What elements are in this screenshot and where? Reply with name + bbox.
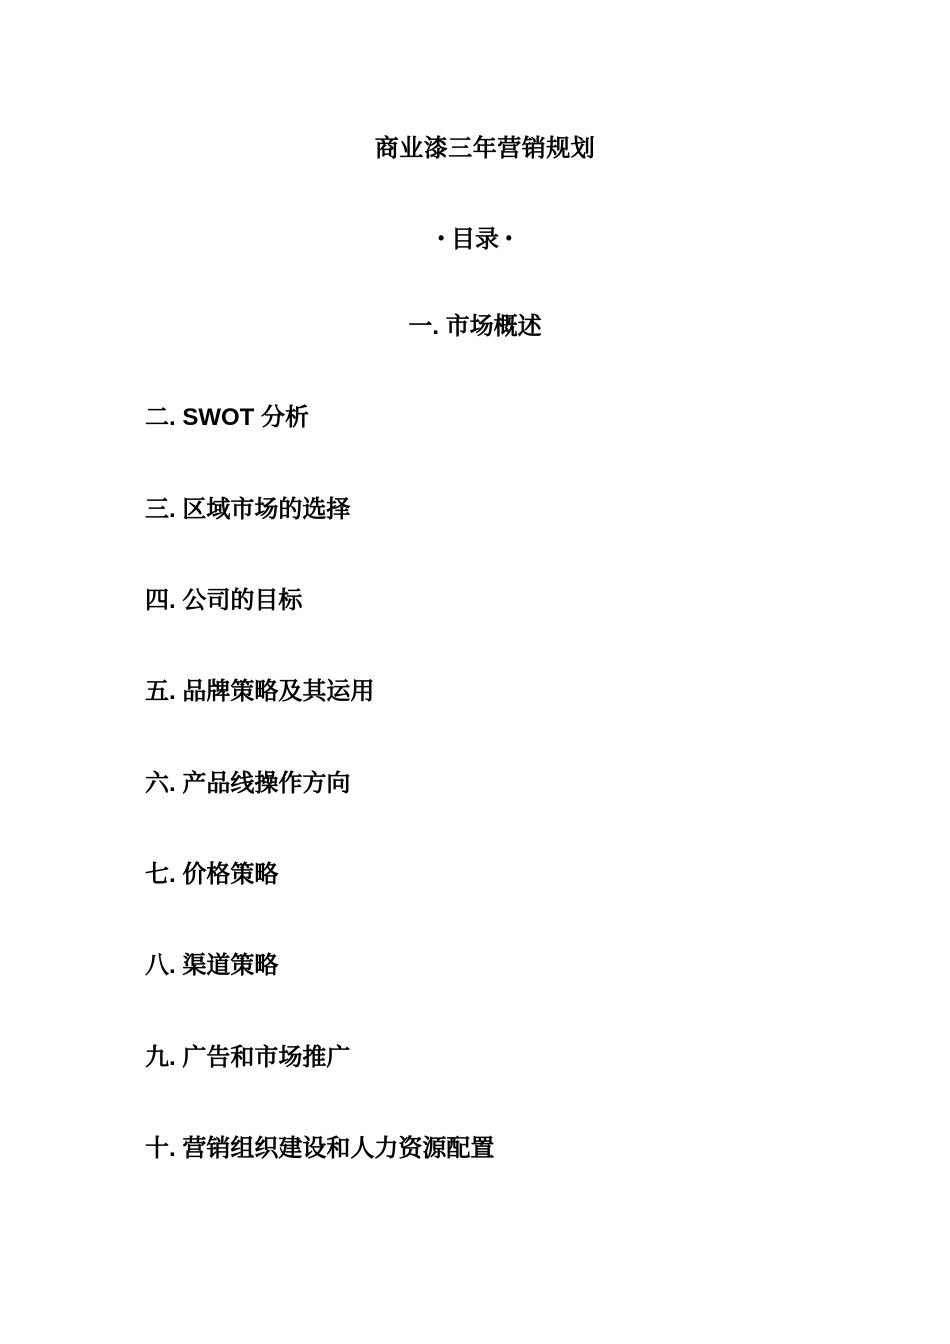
toc-item-number: 九. bbox=[145, 1044, 176, 1071]
toc-item-1 bbox=[0, 311, 950, 343]
toc-item-text: 渠道策略 bbox=[182, 952, 279, 979]
toc-item-text: 品牌策略及其运用 bbox=[182, 678, 375, 705]
toc-item-4 bbox=[145, 585, 302, 617]
toc-item-number: 三. bbox=[145, 496, 176, 523]
bullet-right: • bbox=[505, 228, 512, 248]
toc-item-number: 五. bbox=[145, 678, 176, 705]
toc-heading bbox=[0, 222, 950, 256]
toc-item-8 bbox=[145, 950, 278, 982]
toc-item-number: 八. bbox=[145, 952, 176, 979]
document-title: 商业漆三年营销规划 bbox=[374, 135, 596, 162]
toc-item-number: 十. bbox=[145, 1135, 176, 1162]
toc-item-text: 市场概述 bbox=[445, 313, 542, 340]
toc-item-text: 营销组织建设和人力资源配置 bbox=[182, 1135, 495, 1162]
toc-item-number: 七. bbox=[145, 861, 176, 888]
toc-item-number: 四. bbox=[145, 587, 176, 614]
toc-item-6 bbox=[145, 768, 350, 800]
toc-item-number: 六. bbox=[145, 770, 176, 797]
toc-item-text: 广告和市场推广 bbox=[182, 1044, 351, 1071]
toc-item-9 bbox=[145, 1042, 350, 1074]
toc-heading-text: 目录 bbox=[451, 226, 499, 253]
toc-item-10 bbox=[145, 1133, 494, 1165]
toc-item-number: 一. bbox=[408, 313, 439, 340]
toc-item-text: 价格策略 bbox=[182, 861, 279, 888]
toc-item-text: 区域市场的选择 bbox=[182, 496, 351, 523]
toc-item-text: 产品线操作方向 bbox=[182, 770, 351, 797]
toc-item-number: 二. bbox=[145, 404, 176, 431]
toc-item-3 bbox=[145, 494, 350, 526]
toc-item-2 bbox=[145, 402, 309, 434]
toc-item-text: SWOT 分析 bbox=[182, 404, 309, 431]
toc-item-5 bbox=[145, 676, 374, 708]
bullet-left: • bbox=[438, 228, 445, 248]
toc-item-7 bbox=[145, 859, 278, 891]
toc-item-text: 公司的目标 bbox=[182, 587, 303, 614]
